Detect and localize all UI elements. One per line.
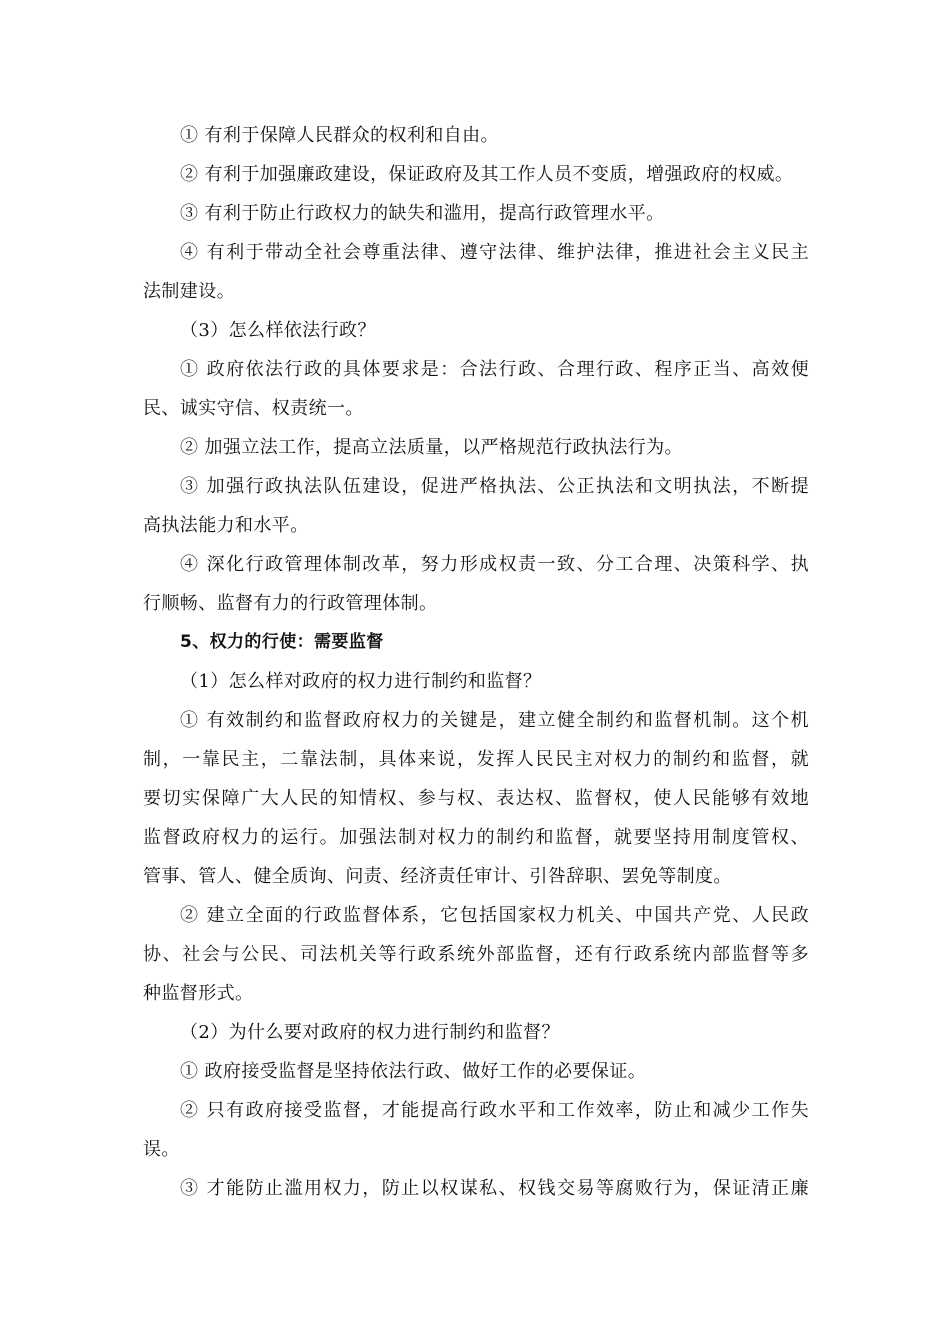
- paragraph-line: 民、诚实守信、权责统一。: [143, 398, 364, 419]
- paragraph-line: ③ 有利于防止行政权力的缺失和滥用，提高行政管理水平。: [180, 203, 665, 224]
- paragraph-line: 管事、管人、健全质询、问责、经济责任审计、引咎辞职、罢免等制度。: [143, 866, 732, 887]
- paragraph-line: 法制建设。: [143, 281, 235, 302]
- paragraph-line: 监督政府权力的运行。加强法制对权力的制约和监督，就要坚持用制度管权、: [143, 827, 809, 848]
- paragraph-line: 行顺畅、监督有力的行政管理体制。: [143, 593, 438, 614]
- paragraph-line: 误。: [143, 1139, 180, 1160]
- paragraph-line: ② 加强立法工作，提高立法质量，以严格规范行政执法行为。: [180, 437, 683, 458]
- paragraph-line: ③ 加强行政执法队伍建设，促进严格执法、公正执法和文明执法，不断提: [180, 476, 809, 497]
- paragraph-line: ④ 有利于带动全社会尊重法律、遵守法律、维护法律，推进社会主义民主: [180, 242, 809, 263]
- paragraph-line: ④ 深化行政管理体制改革，努力形成权责一致、分工合理、决策科学、执: [180, 554, 809, 575]
- paragraph-line: 要切实保障广大人民的知情权、参与权、表达权、监督权，使人民能够有效地: [143, 788, 809, 809]
- paragraph-line: ② 建立全面的行政监督体系，它包括国家权力机关、中国共产党、人民政: [180, 905, 809, 926]
- paragraph-line: ② 有利于加强廉政建设，保证政府及其工作人员不变质，增强政府的权威。: [180, 164, 794, 185]
- subheading: （3）怎么样依法行政？: [180, 320, 376, 341]
- paragraph-line: ① 政府接受监督是坚持依法行政、做好工作的必要保证。: [180, 1061, 647, 1082]
- section-heading: 5、权力的行使：需要监督: [180, 632, 384, 652]
- paragraph-line: ① 政府依法行政的具体要求是：合法行政、合理行政、程序正当、高效便: [180, 359, 809, 380]
- paragraph-line: 协、社会与公民、司法机关等行政系统外部监督，还有行政系统内部监督等多: [143, 944, 809, 965]
- paragraph-line: 制，一靠民主，二靠法制，具体来说，发挥人民民主对权力的制约和监督，就: [143, 749, 809, 770]
- paragraph-line: ① 有效制约和监督政府权力的关键是，建立健全制约和监督机制。这个机: [180, 710, 809, 731]
- paragraph-line: ① 有利于保障人民群众的权利和自由。: [180, 125, 499, 146]
- paragraph-line: 高执法能力和水平。: [143, 515, 309, 536]
- subheading: （2）为什么要对政府的权力进行制约和监督？: [180, 1022, 560, 1043]
- document-body: [143, 116, 809, 1208]
- subheading: （1）怎么样对政府的权力进行制约和监督？: [180, 671, 542, 692]
- paragraph-line: ② 只有政府接受监督，才能提高行政水平和工作效率，防止和减少工作失: [180, 1100, 809, 1121]
- paragraph-line: 种监督形式。: [143, 983, 254, 1004]
- paragraph-line: ③ 才能防止滥用权力，防止以权谋私、权钱交易等腐败行为，保证清正廉: [180, 1178, 809, 1199]
